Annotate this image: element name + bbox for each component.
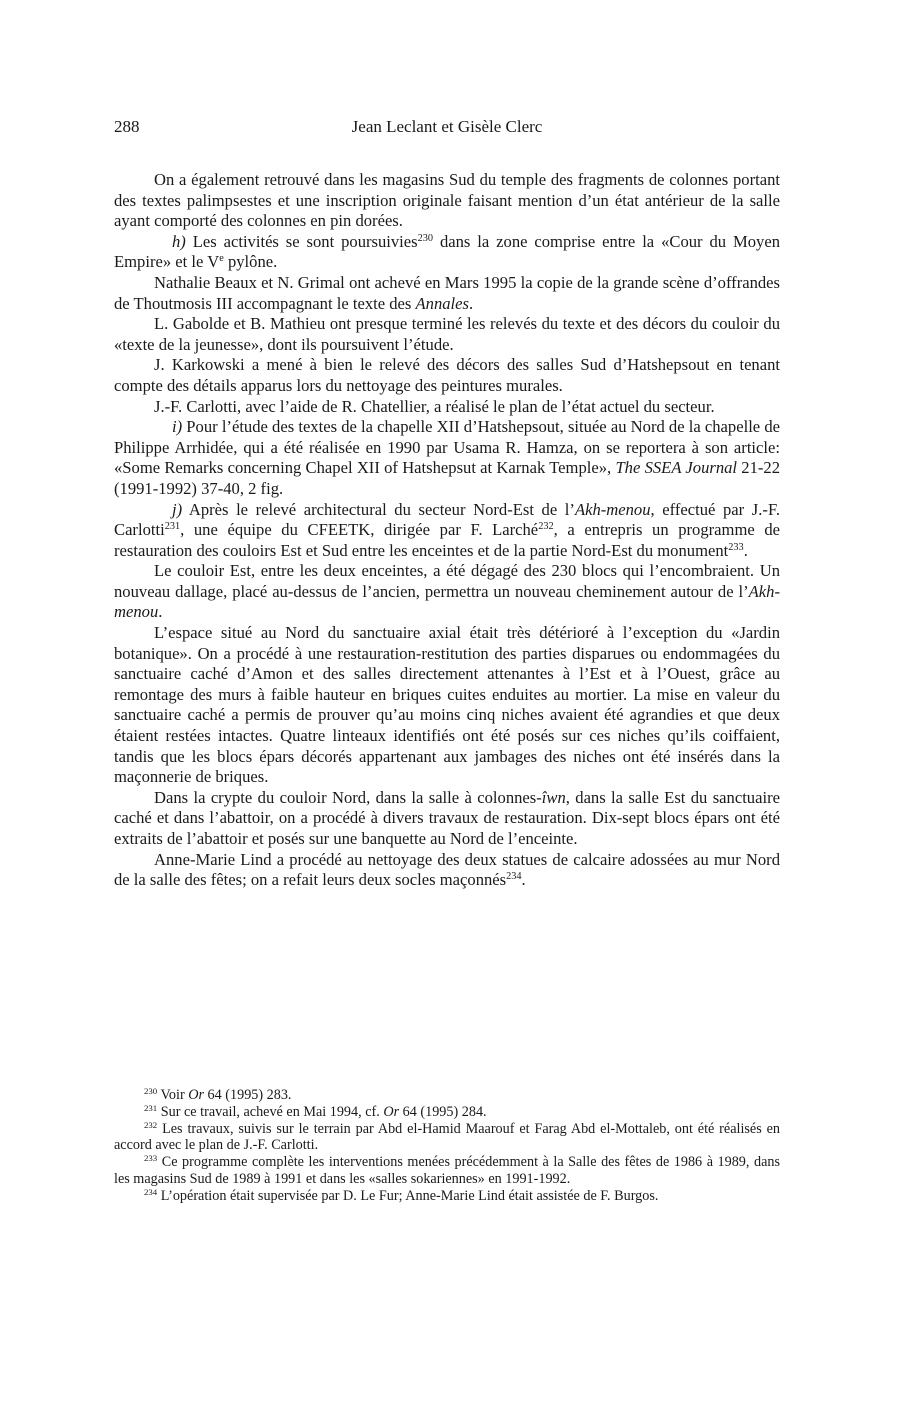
paragraph-1: On a également retrouvé dans les magasins Sud du temple des fragments de colonnes portant des textes palimpsestes et une inscription originale faisant mention d’un état antérieur de la salle ayant comporté des colonnes en pin dorées.: [114, 170, 780, 231]
footnote-ref-230[interactable]: 230: [417, 232, 434, 244]
footnote-text: 64 (1995) 284.: [399, 1103, 487, 1120]
paragraph-6: J.-F. Carlotti, avec l’aide de R. Chatellier, a réalisé le plan de l’état actuel du secteur.: [154, 396, 715, 416]
paragraph-12-text-a: Anne-Marie Lind a procédé au nettoyage des deux statues de calcaire adossées au mur Nord de la salle des fêtes; on a refait leurs deux socles maçonnés: [114, 849, 780, 890]
italic-iwn: îwn: [541, 787, 566, 807]
paragraph-5: J. Karkowski a mené à bien le relevé des décors des salles Sud d’Hatshepsout en tenant compte des détails apparus lors du nettoyage des peintures murales.: [114, 355, 780, 395]
section-label-i: i): [172, 417, 183, 437]
footnote-text: L’opération était supervisée par D. Le Fur; Anne-Marie Lind était assistée de F. Burgos.: [157, 1187, 659, 1204]
footnote-232: [114, 1121, 780, 1155]
footnote-number: 231: [144, 1102, 158, 1113]
paragraph-11: [114, 788, 780, 850]
footnote-text: Sur ce travail, achevé en Mai 1994, cf.: [157, 1103, 384, 1120]
paragraph-3-text-a: Nathalie Beaux et N. Grimal ont achevé en Mars 1995 la copie de la grande scène d’offrandes de Thoutmosis III accompagnant le texte des: [114, 272, 780, 313]
paragraph-j-text-b: , effectué par J.-F. Carlotti: [114, 499, 780, 540]
footnote-text: Ce programme complète les interventions menées précédemment à la Salle des fêtes de 1986 à 1989, dans les magasins Sud de 1989 à 1991 et dans les «salles sokariennes» en 1991-1992.: [114, 1154, 780, 1187]
footnote-ref-232[interactable]: 232: [538, 520, 554, 532]
footnote-230: [114, 1087, 780, 1104]
paragraph-i-text-b: 21-22 (1991-1992) 37-40, 2 fig.: [114, 458, 781, 498]
paragraph-i: [114, 417, 780, 499]
footnote-ref-233[interactable]: 233: [728, 541, 744, 553]
footnote-ref-234[interactable]: 234: [506, 871, 522, 883]
italic-akh-menou: Akh-menou: [574, 499, 651, 519]
italic-journal-title: The SSEA Journal: [615, 458, 738, 478]
footnote-text: Les travaux, suivis sur le terrain par Abd el-Hamid Maarouf et Farag Abd el-Mottaleb, ont été réalisés en accord avec le plan de J.-F. Carlotti.: [114, 1120, 780, 1154]
paragraph-3-text-b: .: [468, 293, 474, 313]
footnote-number: 233: [144, 1153, 158, 1164]
footnote-italic: Or: [188, 1087, 204, 1103]
paragraph-h-text-a: Les activités se sont poursuivies: [185, 231, 418, 251]
footnotes: [114, 1087, 780, 1205]
superscript-e: e: [219, 253, 224, 265]
paragraph-10: L’espace situé au Nord du sanctuaire axial était très détérioré à l’exception du «Jardin botanique». On a procédé à une restauration-restitution des parties disparues ou endommagées du sanctuaire caché d’Amon et des salles directement attenantes à l’Est et à l’Ouest, grâce au remontage des murs à faible hauteur en briques cuites enduites au mortier. La mise en valeur du sanctuaire caché a permis de prouver qu’au moins cinq niches avaient été agrandies et que deux étaient restées intactes. Quatre linteaux identifiés ont été posés sur ces niches qu’ils coiffaient, tandis que les blocs épars décorés appartenant aux jambages des niches ont été insérés dans la maçonnerie de briques.: [114, 623, 780, 787]
paragraph-4: L. Gabolde et B. Mathieu ont presque terminé les relevés du texte et des décors du couloir du «texte de la jeunesse», dont ils poursuivent l’étude.: [114, 314, 780, 354]
paragraph-j-text-d: , a entrepris un programme de restauration des couloirs Est et Sud entre les enceintes et de la partie Nord-Est du monument: [114, 520, 780, 560]
footnote-number: 230: [144, 1086, 158, 1097]
paragraph-j: [114, 500, 780, 562]
footnote-number: 234: [144, 1186, 158, 1197]
page-number: 288: [114, 117, 140, 136]
footnote-233: [114, 1154, 780, 1188]
paragraph-h-text-b: dans la zone comprise entre la «Cour du Moyen Empire» et le V: [114, 231, 780, 272]
paragraph-9-text-a: Le couloir Est, entre les deux enceintes, a été dégagé des 230 blocs qui l’encombraient. Un nouveau dallage, placé au-dessus de l’ancien, permettra un nouveau cheminement autour de l’: [114, 561, 780, 601]
paragraph-j-text-c: , une équipe du CFEETK, dirigée par F. Larché: [180, 520, 539, 540]
footnote-italic: Or: [383, 1103, 400, 1120]
italic-annales: Annales: [415, 293, 469, 313]
paragraph-9: [114, 561, 780, 623]
paragraph-i-text-a: Pour l’étude des textes de la chapelle XII d’Hatshepsout, située au Nord de la chapelle de Philippe Arrhidée, qui a été réalisée en 1990 par Usama R. Hamza, on se reportera à son article: «Some Remarks concerning Chapel XII of Hatshepsut at Karnak Temple»,: [114, 417, 780, 478]
paragraph-12: [114, 850, 780, 891]
footnote-231: [114, 1104, 780, 1121]
footnote-text: Voir: [157, 1087, 189, 1103]
body-text: [114, 170, 780, 891]
paragraph-11-text-a: Dans la crypte du couloir Nord, dans la salle à colonnes-: [154, 787, 542, 807]
running-title: Jean Leclant et Gisèle Clerc: [351, 117, 543, 136]
italic-akh-menou-2: Akh-menou: [114, 581, 780, 622]
footnote-ref-231[interactable]: 231: [164, 520, 181, 532]
paragraph-11-text-b: , dans la salle Est du sanctuaire caché et dans l’abattoir, on a procédé à divers travaux de restauration. Dix-sept blocs épars ont été extraits de l’abattoir et posés sur une banquette au Nord de l’enceinte.: [114, 787, 780, 848]
paragraph-3: [114, 273, 780, 314]
section-label-h: h): [172, 231, 186, 251]
footnote-number: 232: [144, 1119, 158, 1130]
paragraph-9-text-b: .: [158, 602, 163, 622]
section-label-j: j): [172, 499, 183, 519]
paragraph-12-text-b: .: [521, 870, 526, 890]
paragraph-h: [114, 232, 780, 273]
footnote-234: [114, 1188, 780, 1205]
paragraph-h-text-c: pylône.: [223, 252, 278, 272]
paragraph-j-text-e: .: [743, 540, 748, 560]
footnote-text: 64 (1995) 283.: [204, 1087, 292, 1103]
paragraph-j-text-a: Après le relevé architectural du secteur Nord-Est de l’: [182, 499, 575, 519]
